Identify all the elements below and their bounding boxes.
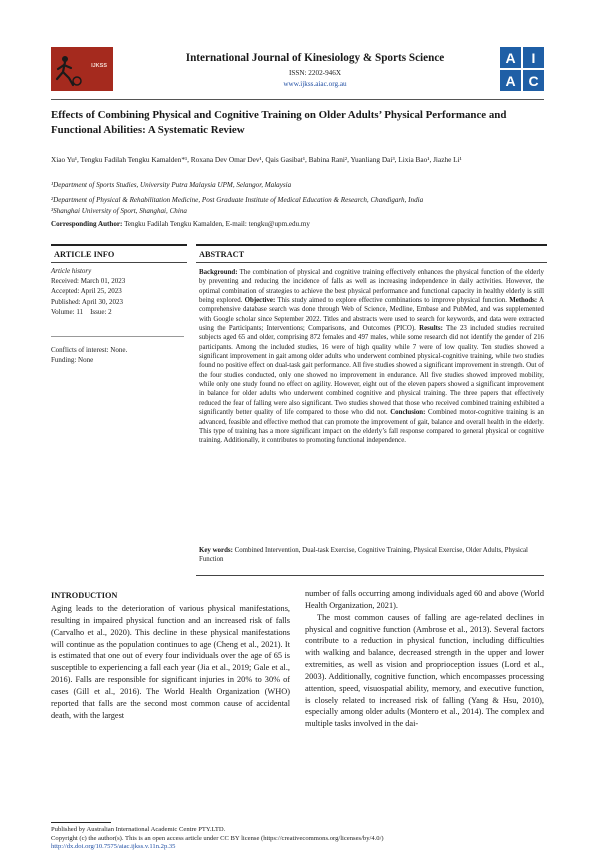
- funding: Funding: None: [51, 356, 94, 365]
- methods-label: Methods:: [509, 297, 538, 305]
- copyright-line: Copyright (c) the author(s). This is an open access article under CC BY license (https://creativecommons.org/licenses/by/4.0/): [51, 834, 384, 842]
- methods-text: A comprehensive database search was done through Web of Science, Medline, Embase and PubMed, and was supplemented with Google scholar since September 2022. Titles and abstracts were used to search for keywords, and data were extracted using the Participants; Interventions; Comparisons, and Outcomes (PICO).: [199, 297, 544, 333]
- footer: [51, 826, 544, 852]
- keywords: [199, 546, 544, 565]
- conflicts-of-interest: Conflicts of interest: None.: [51, 346, 128, 354]
- corresponding-author: [51, 220, 544, 228]
- body-column-right: [305, 588, 544, 730]
- aiac-letter: A: [500, 47, 521, 68]
- history-label: Article history: [51, 267, 92, 275]
- background-text: The combination of physical and cognitive training effectively enhances the physical function of the elderly by preventing and reducing the incidence of falls as well as increasing independence in daily activities. However, the optimal combination of strategies to achieve the best physical performance and functional capacity in healthy elderly is still being explored.: [199, 269, 544, 305]
- aiac-letter: C: [523, 70, 544, 91]
- objective-label: Objective:: [244, 297, 276, 305]
- journal-logo-left: [51, 47, 113, 91]
- aiac-letter: A: [500, 70, 521, 91]
- affiliation: ¹Department of Sports Studies, University Putra Malaysia UPM, Selangor, Malaysia: [51, 181, 292, 189]
- info-divider: [51, 336, 184, 337]
- footnote-rule: [51, 822, 111, 823]
- objective-text: This study aimed to explore effective combinations to improve physical function.: [275, 297, 510, 305]
- body-column-left: Aging leads to the deterioration of various physical manifestations, resulting in impaired physical function and an increased risk of falls (Carvalho et al., 2020). This decline in these physical manifestations will continue as the population continues to age (Cheng et al., 2021). It is estimated that one out of every four individuals over the age of 65 is susceptible to experiencing a fall each year (Jia et al., 2019; Gale et al., 2016). Falls are responsible for significant injuries in 20% to 30% of cases (Gill et al., 2016). The World Health Organization (WHO) reported that falls are the second most common cause of accidental death, with the largest: [51, 604, 290, 720]
- journal-website-link[interactable]: www.ijkss.aiac.org.au: [283, 80, 347, 88]
- author-list: Xiao Yu¹, Tengku Fadilah Tengku Kamalden*¹, Roxana Dev Omar Dev¹, Qais Gasibat¹, Babina Rani², Yuanliang Dai³, Lixia Bao¹, Jiazhe Li¹: [51, 155, 462, 164]
- introduction-heading: INTRODUCTION: [51, 591, 118, 600]
- keywords-label: Key words:: [199, 547, 233, 554]
- header-divider: [51, 99, 544, 100]
- accepted-date: Accepted: April 25, 2023: [51, 287, 122, 296]
- runner-figure-icon: [51, 47, 113, 91]
- conflicts-funding: [51, 345, 184, 365]
- aiac-letter: I: [523, 47, 544, 68]
- article-info: [51, 266, 184, 317]
- published-date: Published: April 30, 2023: [51, 297, 123, 306]
- article-info-heading: ARTICLE INFO: [51, 244, 187, 263]
- keywords-text: Combined Intervention, Dual-task Exercise, Cognitive Training, Physical Exercise, Older Adults, Physical Function: [199, 547, 528, 564]
- abstract-heading: ABSTRACT: [196, 244, 547, 263]
- abstract-text: [199, 268, 544, 446]
- doi-link[interactable]: http://dx.doi.org/10.7575/aiac.ijkss.v.11n.2p.35: [51, 843, 176, 851]
- affiliation: ²Department of Physical & Rehabilitation Medicine, Post Graduate Institute of Medical Education & Research, Chandigarh, India: [51, 196, 424, 204]
- results-text: The 23 included studies recruited subjects aged 65 and older, comprising 872 females and 497 males, while some research did not identify the gender of 216 participants. Among the included studies, 16 were of high quality while 7 were of low quality. Ten studies showed a significant improvement in gait among older adults who underwent combined physical-cognitive training, while two studies found no positive effect on dual-task gait performance. All five studies showed a significant improvement in strength. Out of the four studies conducted, only one showed no improvement in endurance. All five studies showed improved mobility, while only one study found no effect on agility. However, eight out of the eleven papers showed a significant improvement in balance for older adults who underwent combined cognitive and physical training. The three papers that effectively reduced the fear of falling were also significant. Two studies showed that those who received combined training exhibited a significantly better quality of life compared to those who did not.: [199, 325, 544, 417]
- background-label: Background:: [199, 269, 238, 276]
- conclusion-text: Combined motor-cognitive training is an advanced, feasible and effective method that can promote the improvement of gait, balance and overall health in the elderly. This type of training has a more significant impact on the elderly’s fall response compared to general physical or cognitive training. Additionally, it contributes to promoting functional independence.: [199, 409, 544, 445]
- corresponding-text: Tengku Fadilah Tengku Kamalden, E-mail: tengku@upm.edu.my: [122, 220, 310, 228]
- affiliation: ³Shanghai University of Sport, Shanghai, China: [51, 207, 187, 215]
- paragraph: The most common causes of falling are age-related declines in physical and cognitive function (Ambrose et al., 2013). Several factors contribute to a reduction in physical function, including difficulties with walking and balance, decreased strength in the upper and lower extremities, as well as vision and proprioception issues (Lord et al., 2003). Additionally, cognitive function, which encompasses processing attention, speed, visuospatial ability, memory, and executive function, is closely related to increased risk of falling (Yang & Hsu, 2010), especially among older adults (Montero et al., 2014). The complex and multiple tasks involved in the dai-: [305, 612, 544, 729]
- issn: ISSN: 2202-946X: [288, 69, 342, 77]
- paragraph: number of falls occurring among individuals aged 60 and above (World Health Organization, 2021).: [305, 589, 544, 610]
- logo-text: IJKSS: [91, 63, 107, 69]
- abstract-divider: [196, 575, 544, 576]
- conclusion-label: Conclusion:: [390, 409, 426, 417]
- results-label: Results:: [419, 325, 443, 333]
- aiac-logo: [500, 47, 544, 91]
- received-date: Received: March 01, 2023: [51, 277, 126, 286]
- corresponding-label: Corresponding Author:: [51, 220, 123, 228]
- journal-name: International Journal of Kinesiology & Sports Science: [185, 52, 445, 64]
- publisher-line: Published by Australian International Academic Centre PTY.LTD.: [51, 826, 226, 833]
- article-title: Effects of Combining Physical and Cognitive Training on Older Adults’ Physical Performance and Functional Abilities: A Systematic Review: [51, 109, 507, 136]
- volume-issue: Volume: 11 Issue: 2: [51, 307, 112, 316]
